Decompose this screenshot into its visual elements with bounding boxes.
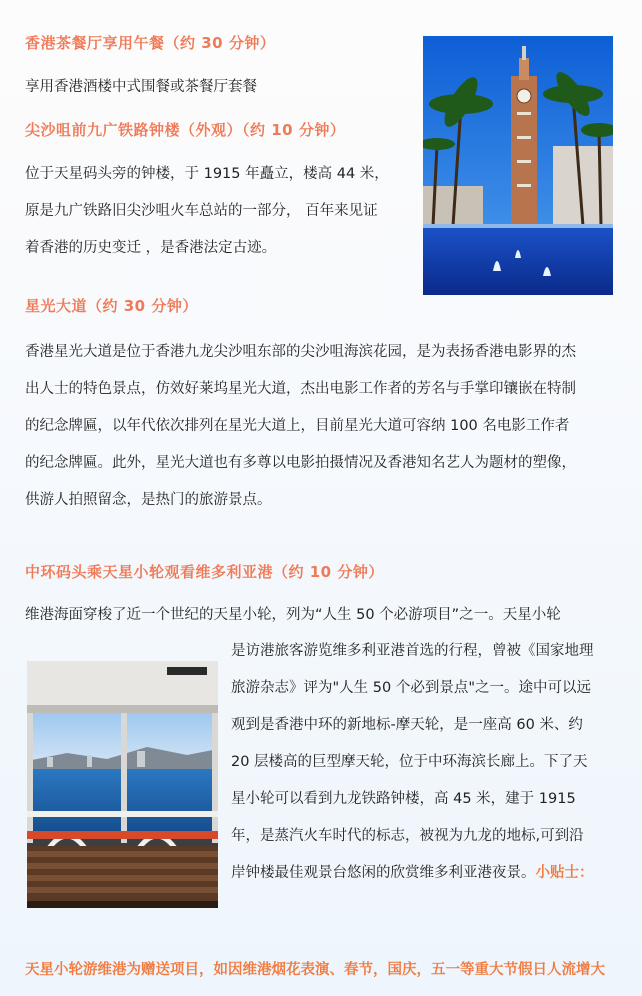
text-line: 的纪念牌匾，以年代依次排列在星光大道上，目前星光大道可容纳 100 名电影工作者 bbox=[25, 418, 570, 434]
text-line: 供游人拍照留念，是热门的旅游景点。 bbox=[25, 492, 272, 508]
text-line-with-tip bbox=[231, 855, 594, 892]
clock-tower-photo bbox=[423, 36, 613, 295]
section-text-clocktower bbox=[25, 156, 389, 267]
text-line: 的纪念牌匾。此外，星光大道也有多尊以电影拍摄情况及香港知名艺人为题材的塑像， bbox=[25, 455, 576, 471]
text-line: 20 层楼高的巨型摩天轮，位于中环海滨长廊上。下了天 bbox=[231, 754, 588, 770]
text-line: 享用香港酒楼中式围餐或茶餐厅套餐 bbox=[25, 79, 257, 95]
section-text-ferry bbox=[231, 633, 594, 892]
text-line: 星小轮可以看到九龙铁路钟楼，高 45 米，建于 1915 bbox=[231, 791, 576, 807]
text-line: 年，是蒸汽火车时代的标志，被视为九龙的地标,可到沿 bbox=[231, 828, 584, 844]
section-heading-clocktower: 尖沙咀前九广铁路钟楼（外观）（约 10 分钟） bbox=[25, 121, 346, 139]
text-line: 位于天星码头旁的钟楼，于 1915 年矗立，楼高 44 米， bbox=[25, 166, 389, 182]
text-line: 原是九广铁路旧尖沙咀火车总站的一部分， 百年来见证 bbox=[25, 203, 378, 219]
text-line: 香港星光大道是位于香港九龙尖沙咀东部的尖沙咀海滨花园，是为表扬香港电影界的杰 bbox=[25, 344, 576, 360]
tip-label: 小贴士： bbox=[535, 865, 594, 881]
section-intro-ferry bbox=[25, 597, 561, 634]
text-line: 着香港的历史变迁 ，是香港法定古迹。 bbox=[25, 240, 277, 256]
text-line: 岸钟楼最佳观景台悠闲的欣赏维多利亚港夜景。 bbox=[231, 865, 536, 881]
text-line: 观到是香港中环的新地标-摩天轮，是一座高 60 米、约 bbox=[231, 717, 583, 733]
text-line: 出人士的特色景点，仿效好莱坞星光大道，杰出电影工作者的芳名与手掌印镶嵌在特制 bbox=[25, 381, 576, 397]
section-heading-ferry: 中环码头乘天星小轮观看维多利亚港（约 10 分钟） bbox=[25, 563, 384, 581]
text-line: 是访港旅客游览维多利亚港首选的行程，曾被《国家地理 bbox=[231, 643, 594, 659]
tip-text: 天星小轮游维港为赠送项目，如因维港烟花表演、春节，国庆，五一等重大节假日人流增大 bbox=[25, 962, 605, 978]
section-heading-avenue: 星光大道（约 30 分钟） bbox=[25, 297, 198, 315]
section-heading-tea: 香港茶餐厅享用午餐（约 30 分钟） bbox=[25, 34, 276, 52]
text-line: 维港海面穿梭了近一个世纪的天星小轮，列为“人生 50 个必游项目”之一。天星小轮 bbox=[25, 607, 561, 623]
text-line: 旅游杂志》评为"人生 50 个必到景点"之一。途中可以远 bbox=[231, 680, 592, 696]
star-ferry-photo bbox=[27, 661, 218, 908]
section-text-avenue bbox=[25, 334, 576, 519]
section-text-tea bbox=[25, 69, 257, 106]
